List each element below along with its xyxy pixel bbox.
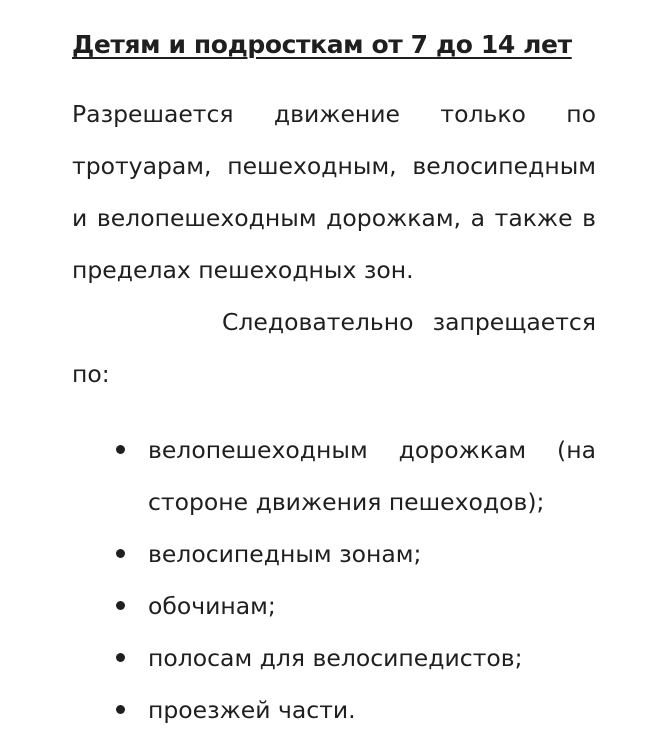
list-item-text: проезжей части. [148,696,356,724]
list-item-text: велопешеходным дорожкам (на стороне движения пешеходов); [148,436,596,516]
bullet-icon [116,549,125,558]
list-item [114,580,596,632]
list-item-text: обочинам; [148,592,276,620]
bullet-icon [116,705,125,714]
list-item-text: полосам для велосипедистов; [148,644,523,672]
section-heading: Детям и подросткам от 7 до 14 лет [72,30,572,59]
prohibited-list [114,424,596,736]
bullet-icon [116,601,125,610]
list-item [114,528,596,580]
bullet-icon [116,653,125,662]
permission-paragraph: Разрешается движение только по тротуарам, пешеходным, велосипедным и велопешеходным дорожкам, а также в пределах пешеходных зон. [72,100,596,284]
list-item [114,632,596,684]
bullet-icon [116,445,125,454]
prohibition-intro: Следовательно запрещается по: [72,308,596,388]
list-item [114,424,596,528]
list-item-text: велосипедным зонам; [148,540,422,568]
list-item [114,684,596,736]
